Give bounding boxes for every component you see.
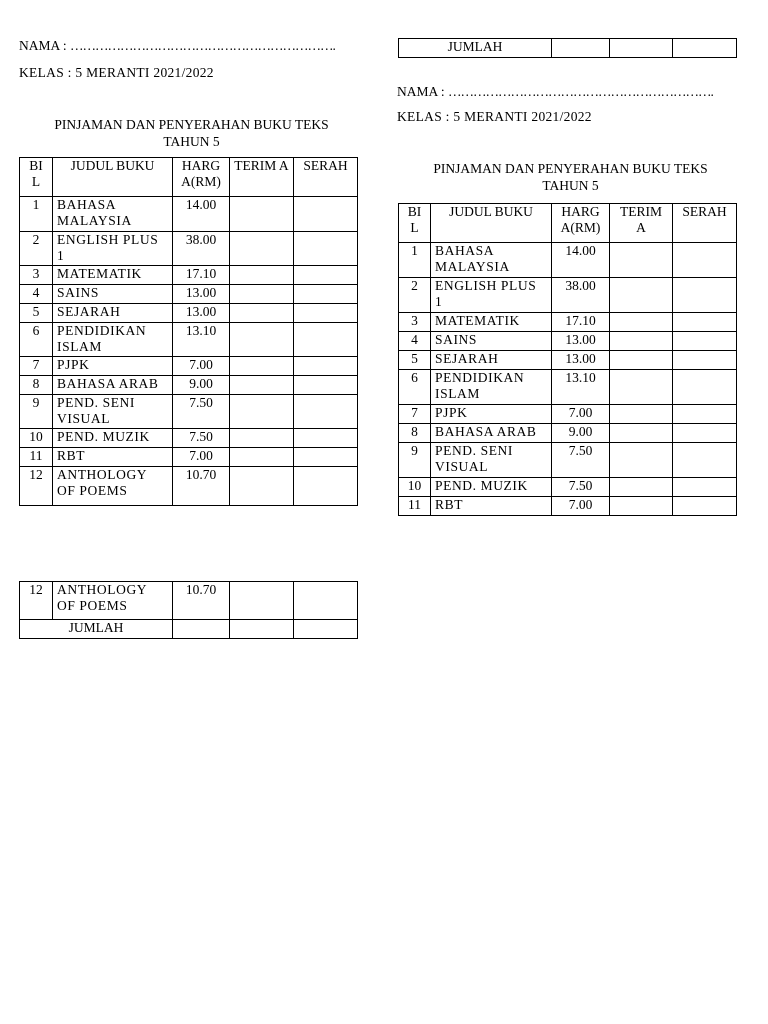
row-bil: 11	[399, 497, 431, 516]
table-row	[20, 395, 358, 429]
row-judul: BAHASA MALAYSIA	[53, 197, 173, 232]
left-col-serah: SERAH	[294, 158, 358, 197]
row-serah-cell[interactable]	[673, 370, 737, 405]
table-row	[399, 370, 737, 405]
row-terima-cell[interactable]	[230, 429, 294, 448]
row-judul: MATEMATIK	[431, 313, 552, 332]
left-col-judul: JUDUL BUKU	[53, 158, 173, 197]
left-col-terima: TERIM A	[230, 158, 294, 197]
row-judul: PJPK	[53, 357, 173, 376]
left-title	[19, 116, 364, 150]
row-serah-cell[interactable]	[673, 243, 737, 278]
row-judul: PJPK	[431, 405, 552, 424]
jumlah-serah-cell[interactable]	[294, 620, 358, 639]
row-harga: 13.00	[173, 304, 230, 323]
row-serah-cell[interactable]	[294, 448, 358, 467]
row-bil: 3	[20, 266, 53, 285]
row-terima-cell[interactable]	[230, 376, 294, 395]
table-row	[399, 478, 737, 497]
row-bil: 1	[399, 243, 431, 278]
row-terima-cell[interactable]	[230, 395, 294, 429]
row-terima-cell[interactable]	[610, 405, 673, 424]
row-serah-cell[interactable]	[673, 497, 737, 516]
row-serah-cell[interactable]	[673, 278, 737, 313]
row-harga: 13.00	[173, 285, 230, 304]
left-title-line1: PINJAMAN DAN PENYERAHAN BUKU TEKS	[54, 117, 329, 132]
row-serah-cell[interactable]	[673, 443, 737, 478]
row-harga: 7.50	[173, 429, 230, 448]
row-serah-cell[interactable]	[294, 395, 358, 429]
row-serah-cell[interactable]	[294, 429, 358, 448]
row-judul: BAHASA ARAB	[53, 376, 173, 395]
row-harga: 7.00	[552, 497, 610, 516]
row-harga: 17.10	[173, 266, 230, 285]
row-bil: 10	[399, 478, 431, 497]
jumlah-label: JUMLAH	[20, 620, 173, 639]
row-judul: PENDIDIKAN ISLAM	[431, 370, 552, 405]
row-judul: RBT	[53, 448, 173, 467]
row-judul: PEND. MUZIK	[53, 429, 173, 448]
right-col-judul: JUDUL BUKU	[431, 204, 552, 243]
jumlah-harga-cell[interactable]	[552, 39, 610, 58]
row-serah-cell[interactable]	[294, 323, 358, 357]
table-row	[20, 304, 358, 323]
row-judul: ANTHOLOGY OF POEMS	[53, 467, 173, 506]
row-serah-cell[interactable]	[673, 313, 737, 332]
row-bil: 2	[20, 232, 53, 266]
left-book-table	[19, 157, 358, 506]
row-serah-cell[interactable]	[294, 582, 358, 620]
right-book-table	[398, 203, 737, 516]
table-row	[399, 278, 737, 313]
table-row	[20, 285, 358, 304]
row-bil: 12	[20, 467, 53, 506]
row-terima-cell[interactable]	[230, 197, 294, 232]
row-bil: 10	[20, 429, 53, 448]
row-terima-cell[interactable]	[610, 370, 673, 405]
row-judul: BAHASA MALAYSIA	[431, 243, 552, 278]
row-judul: BAHASA ARAB	[431, 424, 552, 443]
left-col-harga: HARG A(RM)	[173, 158, 230, 197]
row-harga: 7.00	[552, 405, 610, 424]
row-serah-cell[interactable]	[294, 232, 358, 266]
row-harga: 9.00	[173, 376, 230, 395]
row-terima-cell[interactable]	[230, 232, 294, 266]
row-judul: ANTHOLOGY OF POEMS	[53, 582, 173, 620]
table-row	[399, 313, 737, 332]
jumlah-row	[399, 39, 737, 58]
row-harga: 10.70	[173, 582, 230, 620]
table-row	[20, 323, 358, 357]
table-row	[20, 357, 358, 376]
row-bil: 1	[20, 197, 53, 232]
row-bil: 5	[20, 304, 53, 323]
right-kelas: KELAS : 5 MERANTI 2021/2022	[397, 109, 592, 124]
row-harga: 13.00	[552, 351, 610, 370]
row-serah-cell[interactable]	[294, 376, 358, 395]
row-bil: 2	[399, 278, 431, 313]
row-harga: 38.00	[173, 232, 230, 266]
row-serah-cell[interactable]	[294, 357, 358, 376]
row-judul: SEJARAH	[431, 351, 552, 370]
table-row	[20, 197, 358, 232]
table-row	[20, 467, 358, 506]
row-harga: 7.50	[173, 395, 230, 429]
row-terima-cell[interactable]	[230, 323, 294, 357]
table-row	[399, 243, 737, 278]
row-judul: SEJARAH	[53, 304, 173, 323]
row-terima-cell[interactable]	[610, 243, 673, 278]
right-jumlah-table	[398, 38, 737, 58]
row-terima-cell[interactable]	[230, 357, 294, 376]
row-serah-cell[interactable]	[673, 478, 737, 497]
row-judul: SAINS	[431, 332, 552, 351]
table-row	[20, 429, 358, 448]
row-bil: 8	[20, 376, 53, 395]
right-title-line2: TAHUN 5	[542, 178, 599, 193]
row-harga: 10.70	[173, 467, 230, 506]
jumlah-row	[20, 620, 358, 639]
row-harga: 14.00	[173, 197, 230, 232]
row-bil: 9	[399, 443, 431, 478]
row-harga: 17.10	[552, 313, 610, 332]
row-terima-cell[interactable]	[610, 424, 673, 443]
table-row	[20, 582, 358, 620]
right-col-serah: SERAH	[673, 204, 737, 243]
right-nama-dots[interactable]: ……………………………………………………….	[448, 84, 713, 99]
right-col-terima: TERIM A	[610, 204, 673, 243]
table-row	[20, 266, 358, 285]
row-terima-cell[interactable]	[230, 582, 294, 620]
right-nama-line	[397, 84, 713, 100]
row-harga: 7.50	[552, 478, 610, 497]
row-judul: ENGLISH PLUS 1	[431, 278, 552, 313]
table-row	[20, 376, 358, 395]
row-terima-cell[interactable]	[610, 443, 673, 478]
row-terima-cell[interactable]	[610, 351, 673, 370]
row-bil: 4	[399, 332, 431, 351]
row-serah-cell[interactable]	[294, 467, 358, 506]
left-title-line2: TAHUN 5	[163, 134, 220, 149]
right-title	[398, 160, 743, 194]
left-col-bil: BI L	[20, 158, 53, 197]
row-bil: 9	[20, 395, 53, 429]
jumlah-harga-cell[interactable]	[173, 620, 230, 639]
row-harga: 14.00	[552, 243, 610, 278]
row-serah-cell[interactable]	[673, 424, 737, 443]
right-nama-label: NAMA :	[397, 84, 445, 99]
row-serah-cell[interactable]	[294, 197, 358, 232]
row-judul: PEND. SENI VISUAL	[53, 395, 173, 429]
row-terima-cell[interactable]	[230, 285, 294, 304]
left-nama-dots[interactable]: ……………………………………………………….	[70, 38, 335, 53]
row-judul: MATEMATIK	[53, 266, 173, 285]
row-judul: ENGLISH PLUS 1	[53, 232, 173, 266]
row-terima-cell[interactable]	[610, 332, 673, 351]
row-judul: RBT	[431, 497, 552, 516]
table-row	[399, 332, 737, 351]
row-bil: 5	[399, 351, 431, 370]
table-row	[20, 448, 358, 467]
row-bil: 6	[399, 370, 431, 405]
row-harga: 13.10	[552, 370, 610, 405]
table-row	[399, 351, 737, 370]
row-serah-cell[interactable]	[294, 304, 358, 323]
row-bil: 6	[20, 323, 53, 357]
row-bil: 8	[399, 424, 431, 443]
row-terima-cell[interactable]	[230, 304, 294, 323]
right-title-line1: PINJAMAN DAN PENYERAHAN BUKU TEKS	[433, 161, 708, 176]
row-harga: 38.00	[552, 278, 610, 313]
row-terima-cell[interactable]	[230, 448, 294, 467]
row-serah-cell[interactable]	[294, 266, 358, 285]
row-serah-cell[interactable]	[673, 332, 737, 351]
row-judul: PEND. MUZIK	[431, 478, 552, 497]
left-nama-line	[19, 38, 335, 54]
row-terima-cell[interactable]	[230, 266, 294, 285]
right-col-bil: BI L	[399, 204, 431, 243]
jumlah-serah-cell[interactable]	[673, 39, 737, 58]
left-nama-label: NAMA :	[19, 38, 67, 53]
row-harga: 7.00	[173, 357, 230, 376]
left-kelas: KELAS : 5 MERANTI 2021/2022	[19, 65, 214, 80]
right-col-harga: HARG A(RM)	[552, 204, 610, 243]
row-judul: PEND. SENI VISUAL	[431, 443, 552, 478]
row-harga: 13.10	[173, 323, 230, 357]
row-serah-cell[interactable]	[294, 285, 358, 304]
row-harga: 7.50	[552, 443, 610, 478]
row-terima-cell[interactable]	[610, 497, 673, 516]
row-terima-cell[interactable]	[610, 313, 673, 332]
row-harga: 7.00	[173, 448, 230, 467]
row-serah-cell[interactable]	[673, 405, 737, 424]
row-terima-cell[interactable]	[610, 278, 673, 313]
row-harga: 13.00	[552, 332, 610, 351]
row-terima-cell[interactable]	[230, 467, 294, 506]
row-bil: 7	[399, 405, 431, 424]
table-row	[399, 443, 737, 478]
table-row	[399, 405, 737, 424]
left-header-row	[20, 158, 358, 197]
row-harga: 9.00	[552, 424, 610, 443]
row-bil: 7	[20, 357, 53, 376]
row-judul: SAINS	[53, 285, 173, 304]
row-bil: 12	[20, 582, 53, 620]
row-bil: 11	[20, 448, 53, 467]
row-terima-cell[interactable]	[610, 478, 673, 497]
table-row	[399, 497, 737, 516]
row-judul: PENDIDIKAN ISLAM	[53, 323, 173, 357]
jumlah-terima-cell[interactable]	[230, 620, 294, 639]
table-row	[399, 424, 737, 443]
jumlah-label: JUMLAH	[399, 39, 552, 58]
row-bil: 3	[399, 313, 431, 332]
row-bil: 4	[20, 285, 53, 304]
table-row	[20, 232, 358, 266]
right-header-row	[399, 204, 737, 243]
left-continued-table	[19, 581, 358, 639]
jumlah-terima-cell[interactable]	[610, 39, 673, 58]
row-serah-cell[interactable]	[673, 351, 737, 370]
